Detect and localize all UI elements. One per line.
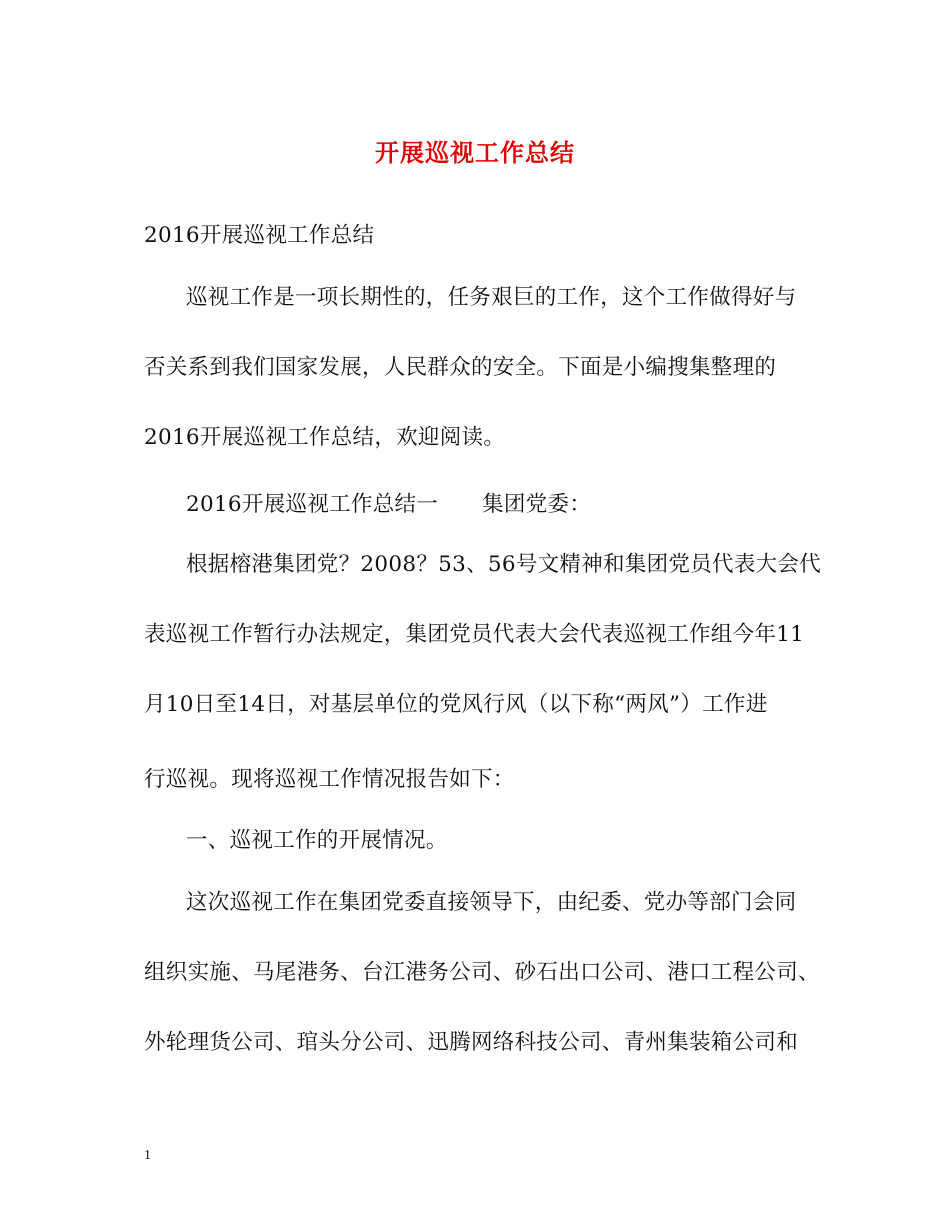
paragraph-line: 巡视工作是一项长期性的，任务艰巨的工作，这个工作做得好与: [186, 285, 797, 310]
paragraph-line: 组织实施、马尾港务、台江港务公司、砂石出口公司、港口工程公司、: [144, 960, 820, 985]
paragraph-line: 根据榕港集团党？2008？53、56号文精神和集团党员代表大会代: [186, 552, 822, 577]
section-heading: 2016开展巡视工作总结一: [186, 492, 439, 517]
paragraph-line: 表巡视工作暂行办法规定，集团党员代表大会代表巡视工作组今年11: [144, 622, 805, 647]
document-title: 开展巡视工作总结: [375, 138, 575, 167]
paragraph-line: 月10日至14日，对基层单位的党风行风（以下称“两风”）工作进: [144, 692, 768, 717]
paragraph-line: 外轮理货公司、琯头分公司、迅腾网络科技公司、青州集装箱公司和: [144, 1030, 799, 1055]
paragraph-line: 2016开展巡视工作总结，欢迎阅读。: [144, 425, 506, 450]
page-number: 1: [144, 1148, 151, 1163]
paragraph-line: 否关系到我们国家发展，人民群众的安全。下面是小编搜集整理的: [144, 355, 777, 380]
document-subtitle: 2016开展巡视工作总结: [144, 223, 375, 248]
paragraph-line: 行巡视。现将巡视工作情况报告如下：: [144, 767, 515, 792]
section-heading: 一、巡视工作的开展情况。: [186, 828, 448, 853]
paragraph-line: 这次巡视工作在集团党委直接领导下，由纪委、党办等部门会同: [186, 890, 797, 915]
section-heading-line: [186, 490, 591, 520]
addressee: 集团党委：: [482, 492, 592, 517]
